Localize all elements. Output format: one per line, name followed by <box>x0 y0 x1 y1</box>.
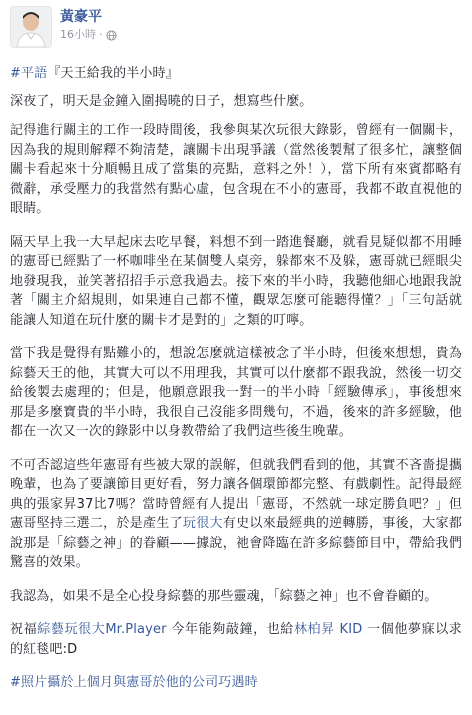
paragraph-1: 深夜了，明天是金鐘入圍揭曉的日子，想寫些什麼。 <box>10 93 313 109</box>
meta-separator: · <box>99 28 103 41</box>
paragraph-3: 隔天早上我一大早起床去吃早餐，料想不到一踏進餐廳，就看見疑似都不用睡的憲哥已經點了一杯咖啡坐在某個雙人桌旁，躲都來不及躲，憲哥就已經眼尖地發現我，並笑著招招手示意我過去。接下來的半小時，我聽他細心地跟我說著「關主介紹規則，如果連自己都不懂，觀眾怎麼可能聽得懂？」「三句話就能讓人知道在玩什麼的關卡才是對的」之類的叮嚀。 <box>10 234 462 328</box>
post-title-text: 『天王給我的半小時』 <box>47 66 179 81</box>
avatar-image <box>11 7 51 47</box>
paragraph-5-text-b: 有史以來最經典的逆轉勝，事後，大家都說那是「綜藝之神」的眷顧——據說，祂會降臨在許多綜藝節目中，帶給我們驚喜的效果。 <box>10 516 463 570</box>
paragraph-4: 當下我是覺得有點難小的，想說怎麼就這樣被念了半小時，但後來想想，貴為綜藝天王的他，其實大可以不用理我，其實可以什麼都不跟我說，然後一切交給後製去處理的；但是，他願意跟我一對一的半小時「經驗傳承」，事後想來那是多麼寶貴的半小時，我很自己沒能多問幾句，不過，後來的許多經驗，他都在一次又一次的錄影中以身教帶給了我們這些後生晚輩。 <box>10 346 462 439</box>
paragraph-7-prefix: 祝福 <box>10 622 38 637</box>
paragraph-6: 我認為，如果不是全心投身綜藝的那些靈魂，「綜藝之神」也不會眷顧的。 <box>10 588 438 604</box>
post-header <box>10 6 450 46</box>
hashtag-pingyu[interactable]: #平語 <box>10 66 48 81</box>
post-body <box>10 64 462 707</box>
link-kid-profile[interactable]: 林柏昇 KID <box>293 622 363 637</box>
hashtag-photo-note[interactable]: #照片攝於上個月與憲哥於他的公司巧遇時 <box>10 675 258 690</box>
author-name[interactable]: 黃豪平 <box>60 9 102 25</box>
paragraph-7-suffix: 一個他夢寐以求的紅毯吧:D <box>10 622 462 657</box>
paragraph-7-middle: 今年能夠敲鐘，也給 <box>166 622 294 637</box>
avatar[interactable] <box>10 6 52 48</box>
paragraph-7 <box>10 620 462 659</box>
paragraph-2: 記得進行關主的工作一段時間後，我參與某次玩很大錄影，曾經有一個關卡，因為我的規則解釋不夠清楚，讓關卡出現爭議（當然後製幫了很多忙，讓整個關卡看起來十分順暢且成了當集的亮點，意料之外！），當下所有來賓都略有微辭，承受壓力的我當然有點心虛，包含現在不小的憲哥，我都不敢直視他的眼睛。 <box>10 123 462 216</box>
post-timestamp[interactable]: 16小時 <box>60 28 96 41</box>
post-meta <box>60 28 117 42</box>
footer-hashtag-line <box>10 673 462 693</box>
globe-icon[interactable] <box>106 30 117 41</box>
post-title <box>10 64 462 84</box>
paragraph-5-text-a: 不可否認這些年憲哥有些被大眾的誤解，但就我們看到的他，其實不吝嗇提攜晚輩，也為了要讓節目更好看，努力讓各個環節都完整、有戲劇性。記得最經典的張家昇37比7嗎？當時曾經有人提出「憲哥，不然就一球定勝負吧？」但憲哥堅持三選二，於是產生了 <box>10 457 462 531</box>
paragraph-5 <box>10 456 462 573</box>
link-mr-player-page[interactable]: 綜藝玩很大Mr.Player <box>37 622 167 637</box>
link-wanhenda[interactable]: 玩很大 <box>182 516 223 531</box>
